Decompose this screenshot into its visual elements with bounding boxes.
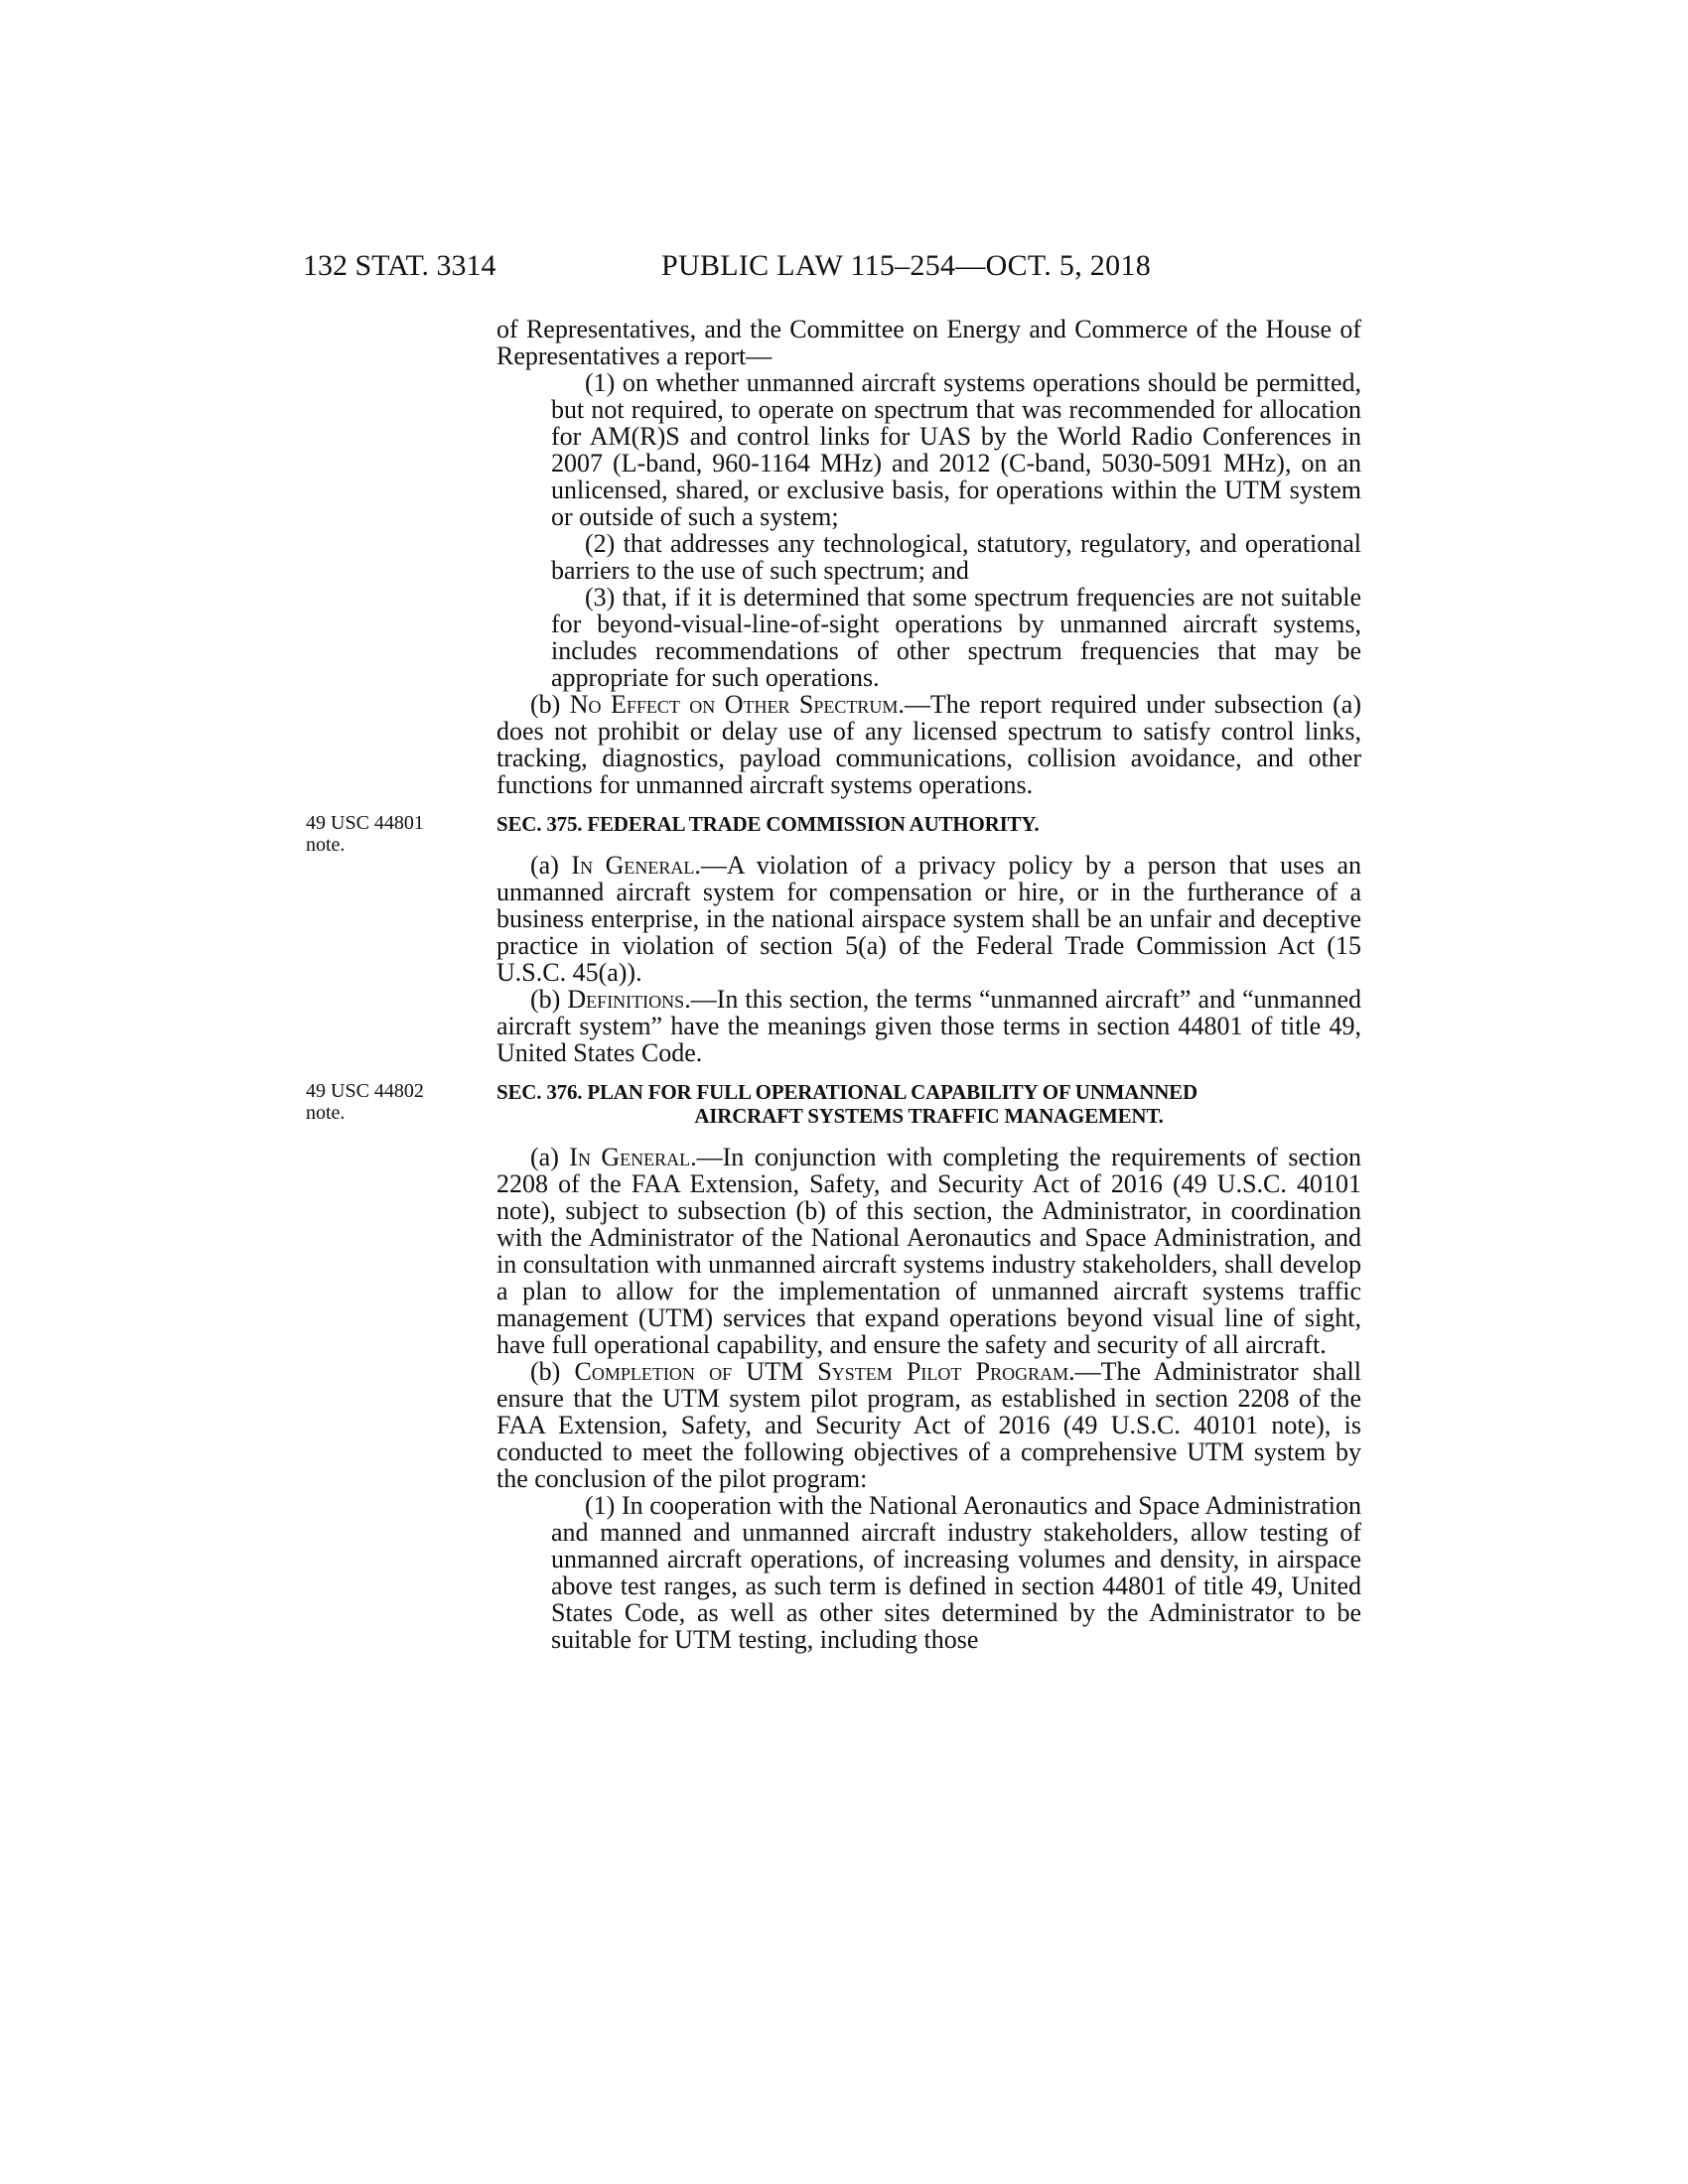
running-head-law-title: PUBLIC LAW 115–254—OCT. 5, 2018 [661, 249, 1152, 282]
page-body [306, 315, 1361, 1654]
page-header [303, 246, 1355, 286]
section-375-subsection-b [496, 986, 1361, 1066]
s376a-prefix: (a) [530, 1143, 570, 1171]
paragraph-item-1: (1) on whether unmanned aircraft systems operations should be permitted, but not required, to operate on spectrum that was recommended for allocation for AM(R)S and control links for UAS by the World Radio Conferences in 2007 (L-band, 960-1164 MHz) and 2012 (C-band, 5030-5091 MHz), on an unlicensed, shared, or exclusive basis, for operations within the UTM system or outside of such a system; [551, 368, 1361, 531]
section-375-heading [306, 812, 1361, 856]
section-375-title: SEC. 375. FEDERAL TRADE COMMISSION AUTHORITY. [496, 812, 1040, 836]
paragraph-subsection-b [496, 691, 1361, 798]
s375b-text: .—In this section, the terms “unmanned aircraft” and “unmanned aircraft system” have the meanings given those terms in section 44801 of title 49, United States Code. [496, 985, 1361, 1067]
s375a-heading: In General [571, 851, 695, 880]
paragraph-item-3: (3) that, if it is determined that some spectrum frequencies are not suitable for beyond-visual-line-of-sight operations by unmanned aircraft systems, includes recommendations of other spectrum frequencies that may be appropriate for such operations. [551, 583, 1361, 692]
section-376-subsection-a [496, 1144, 1361, 1358]
s375a-text: .—A violation of a privacy policy by a person that uses an unmanned aircraft system for compensation or hire, or in the furtherance of a business enterprise, in the national airspace system shall be an unfair and deceptive practice in violation of section 5(a) of the Federal Trade Commission Act (15 U.S.C. 45(a)). [496, 851, 1361, 987]
section-376-title-line1: SEC. 376. PLAN FOR FULL OPERATIONAL CAPABILITY OF UNMANNED [496, 1080, 1197, 1104]
section-376-heading [306, 1080, 1361, 1128]
section-376-title-line2: AIRCRAFT SYSTEMS TRAFFIC MANAGEMENT. [694, 1104, 1164, 1128]
paragraph-intro: of Representatives, and the Committee on Energy and Commerce of the House of Representatives a report— [496, 315, 1361, 370]
s375b-prefix: (b) [530, 985, 568, 1014]
margin-note-375: 49 USC 44801 note. [306, 812, 424, 856]
s376b-text: .—The Administrator shall ensure that the UTM system pilot program, as established in section 2208 of the FAA Extension, Safety, and Security Act of 2016 (49 U.S.C. 40101 note), is conducted to meet the following objectives of a comprehensive UTM system by the conclusion of the pilot program: [496, 1357, 1361, 1493]
margin-note-376: 49 USC 44802 note. [306, 1080, 424, 1124]
s376a-text: .—In conjunction with completing the requirements of section 2208 of the FAA Extension, Safety, and Security Act of 2016 (49 U.S.C. 40101 note), subject to subsection (b) of this section, the Administrator, in coordination with the Administrator of the National Aeronautics and Space Administration, and in consultation with unmanned aircraft systems industry stakeholders, shall develop a plan to allow for the implementation of unmanned aircraft systems traffic management (UTM) services that expand operations beyond visual line of sight, have full operational capability, and ensure the safety and security of all aircraft. [496, 1143, 1361, 1359]
s375a-prefix: (a) [530, 851, 572, 880]
section-376-item-1: (1) In cooperation with the National Aeronautics and Space Administration and manned and unmanned aircraft industry stakeholders, allow testing of unmanned aircraft operations, of increasing volumes and density, in airspace above test ranges, as such term is defined in section 44801 of title 49, United States Code, as well as other sites determined by the Administrator to be suitable for UTM testing, including those [551, 1491, 1361, 1654]
s376b-prefix: (b) [530, 1357, 575, 1386]
paragraph-item-2: (2) that addresses any technological, statutory, regulatory, and operational barriers to the use of such spectrum; and [551, 529, 1361, 585]
section-376-subsection-b [496, 1358, 1361, 1492]
s376a-heading: In General [569, 1143, 691, 1171]
subsection-b-text: .—The report required under subsection (a) does not prohibit or delay use of any licensed spectrum to satisfy control links, tracking, diagnostics, payload communications, collision avoidance, and other functions for unmanned aircraft systems operations. [496, 690, 1361, 799]
s376b-heading: Completion of UTM System Pilot Program [574, 1357, 1069, 1386]
statute-page-number: 132 STAT. 3314 [303, 249, 496, 282]
s375b-heading: Definitions [567, 985, 685, 1014]
section-375-subsection-a [496, 852, 1361, 986]
subsection-b-heading: No Effect on Other Spectrum [569, 690, 899, 719]
subsection-b-prefix: (b) [530, 690, 570, 719]
